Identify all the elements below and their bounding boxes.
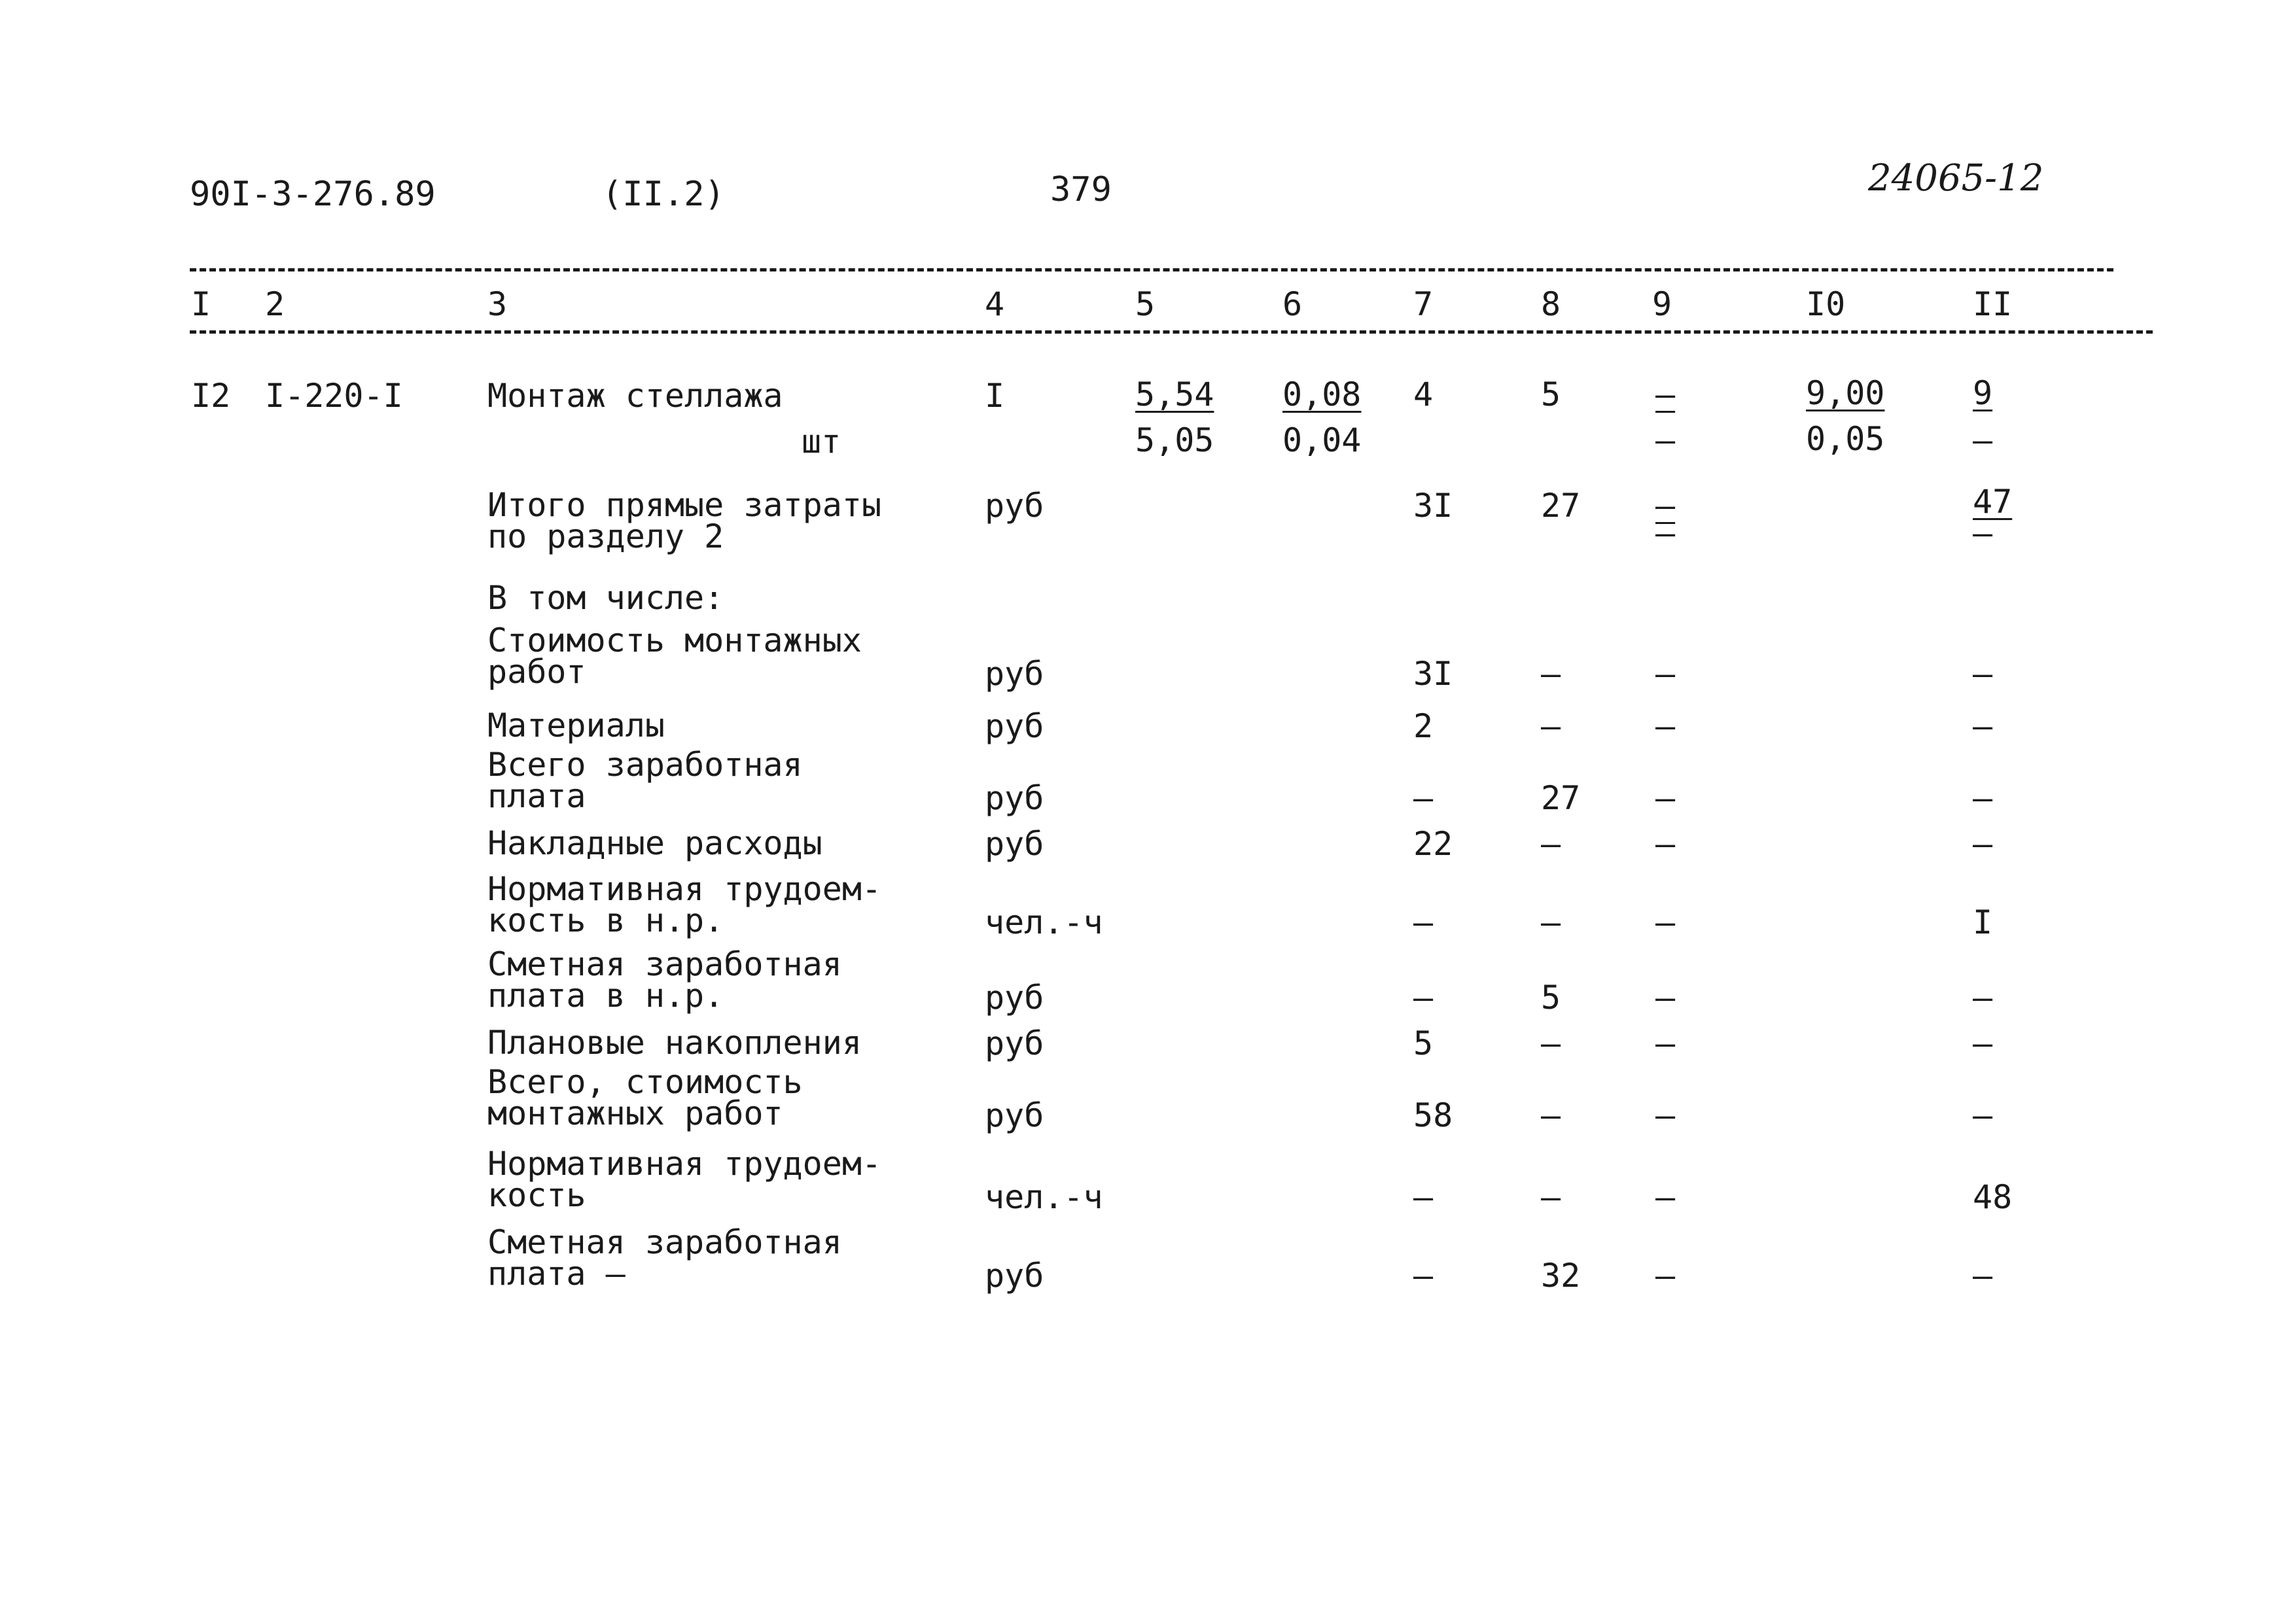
row-label-line2: плата в н.р. [487, 977, 724, 1015]
total-col9-bottom: – [1655, 514, 1676, 552]
row-unit: руб [985, 825, 1044, 863]
item-col10-bottom: 0,05 [1806, 420, 1885, 458]
row-unit: руб [985, 655, 1044, 693]
row-unit: чел.-ч [985, 903, 1103, 941]
item-col11-top: 9 [1973, 374, 1993, 412]
row-label-line2: монтажных работ [487, 1094, 783, 1132]
row-col9: – [1655, 655, 1676, 693]
row-col9: – [1655, 825, 1676, 863]
row-col11: 48 [1973, 1178, 2013, 1216]
row-col11: – [1973, 655, 1993, 693]
row-label-line2: кость [487, 1176, 586, 1214]
item-quantity: I [985, 377, 1005, 415]
row-col7: – [1413, 779, 1434, 817]
header-rule-bottom [190, 330, 2153, 334]
item-col9-bottom: – [1655, 421, 1676, 459]
row-label-line1: Нормативная трудоем- [487, 1145, 882, 1183]
row-col9: – [1655, 779, 1676, 817]
item-col6-bottom: 0,04 [1282, 421, 1362, 459]
col-header-10: I0 [1806, 285, 1846, 323]
row-label-line1: Сметная заработная [487, 1223, 842, 1261]
row-col7: 3I [1413, 655, 1453, 693]
item-col7: 4 [1413, 375, 1434, 413]
row-label-line1: Накладные расходы [487, 824, 822, 862]
row-col8: 32 [1541, 1257, 1581, 1295]
row-col11: – [1973, 825, 1993, 863]
archive-stamp: 24065-12 [1868, 157, 2044, 200]
row-col7: – [1413, 979, 1434, 1017]
row-label-line1: Всего заработная [487, 746, 803, 784]
row-unit: руб [985, 1257, 1044, 1295]
total-col8: 27 [1541, 487, 1581, 525]
document-code: 90I-3-276.89 [190, 175, 436, 214]
item-name: Монтаж стеллажа [487, 377, 783, 415]
col-header-11: II [1973, 285, 2013, 323]
section-number: (II.2) [602, 175, 725, 214]
item-col11-bottom: – [1973, 421, 1993, 459]
row-col8: – [1541, 825, 1561, 863]
total-unit: руб [985, 487, 1044, 525]
row-unit: руб [985, 1096, 1044, 1134]
col-header-6: 6 [1282, 285, 1303, 323]
item-unit: шт [802, 423, 841, 461]
total-col11-top: 47 [1973, 483, 2013, 521]
row-col11: – [1973, 707, 1993, 745]
row-label-line1: Материалы [487, 707, 665, 744]
col-header-8: 8 [1541, 285, 1561, 323]
col-header-2: 2 [265, 285, 285, 323]
row-col7: – [1413, 1257, 1434, 1295]
col-header-9: 9 [1652, 285, 1672, 323]
row-col7: 2 [1413, 707, 1434, 745]
row-col7: 22 [1413, 825, 1453, 863]
row-col11: – [1973, 779, 1993, 817]
row-col7: 58 [1413, 1096, 1453, 1134]
total-label-line2: по разделу 2 [487, 517, 724, 555]
row-unit: руб [985, 1024, 1044, 1062]
row-col7: – [1413, 1178, 1434, 1216]
row-col9: – [1655, 903, 1676, 941]
row-col8: 27 [1541, 779, 1581, 817]
row-label-line2: плата [487, 777, 586, 815]
row-unit: руб [985, 707, 1044, 745]
row-col11: – [1973, 1096, 1993, 1134]
header-rule-top [190, 268, 2113, 271]
row-label-line2: плата – [487, 1255, 626, 1293]
including-subtitle: В том числе: [487, 579, 724, 617]
item-col6-top: 0,08 [1282, 375, 1362, 413]
row-label-line1: Стоимость монтажных [487, 621, 862, 659]
col-header-3: 3 [487, 285, 508, 323]
col-header-5: 5 [1135, 285, 1156, 323]
page-number: 379 [1050, 170, 1112, 209]
row-col8: – [1541, 655, 1561, 693]
row-label-line1: Всего, стоимость [487, 1063, 803, 1101]
row-col8: 5 [1541, 979, 1561, 1017]
total-col9-top: – [1655, 487, 1676, 525]
total-col7: 3I [1413, 487, 1453, 525]
row-label-line1: Плановые накопления [487, 1024, 862, 1062]
item-col9-top: – [1655, 375, 1676, 413]
row-col9: – [1655, 979, 1676, 1017]
total-label-line1: Итого прямые затраты [487, 486, 882, 524]
item-code: I-220-I [265, 377, 403, 415]
row-col11: – [1973, 979, 1993, 1017]
row-col8: – [1541, 903, 1561, 941]
row-label-line1: Нормативная трудоем- [487, 870, 882, 908]
row-label-line2: работ [487, 653, 586, 691]
item-col5-top: 5,54 [1135, 375, 1214, 413]
row-col9: – [1655, 1178, 1676, 1216]
row-col7: 5 [1413, 1024, 1434, 1062]
col-header-4: 4 [985, 285, 1005, 323]
row-col8: – [1541, 707, 1561, 745]
item-col10-top: 9,00 [1806, 374, 1885, 412]
col-header-1: I [191, 285, 211, 323]
item-number: I2 [191, 377, 231, 415]
row-col9: – [1655, 1024, 1676, 1062]
col-header-7: 7 [1413, 285, 1434, 323]
row-col11: – [1973, 1024, 1993, 1062]
row-col11: I [1973, 903, 1993, 941]
row-col8: – [1541, 1096, 1561, 1134]
row-unit: руб [985, 979, 1044, 1017]
row-col7: – [1413, 903, 1434, 941]
row-col8: – [1541, 1178, 1561, 1216]
row-unit: чел.-ч [985, 1178, 1103, 1216]
row-col9: – [1655, 1096, 1676, 1134]
row-label-line1: Сметная заработная [487, 945, 842, 983]
row-col11: – [1973, 1257, 1993, 1295]
row-col9: – [1655, 707, 1676, 745]
row-label-line2: кость в н.р. [487, 901, 724, 939]
item-col5-bottom: 5,05 [1135, 421, 1214, 459]
row-col9: – [1655, 1257, 1676, 1295]
row-unit: руб [985, 779, 1044, 817]
item-col8: 5 [1541, 375, 1561, 413]
row-col8: – [1541, 1024, 1561, 1062]
total-col11-bottom: – [1973, 514, 1993, 552]
